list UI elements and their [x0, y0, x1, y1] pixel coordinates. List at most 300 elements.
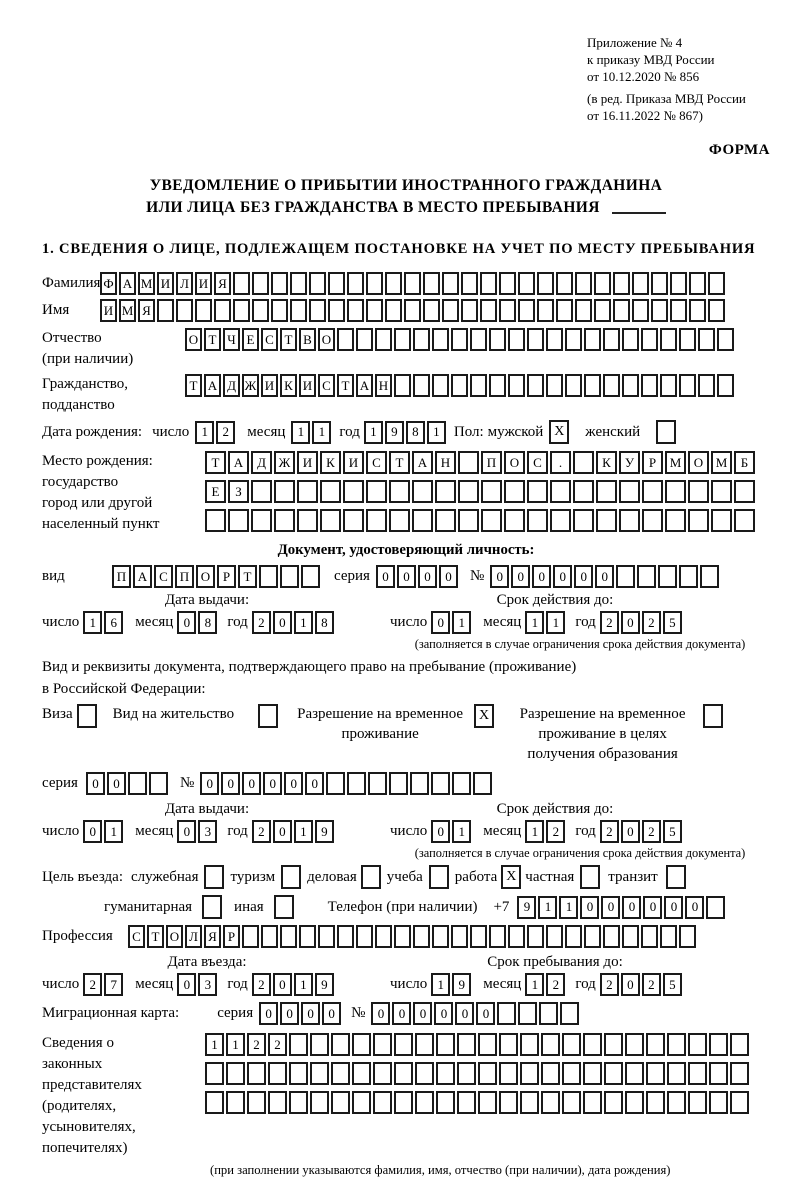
char-cell[interactable] [436, 1062, 455, 1085]
char-cell[interactable]: 0 [280, 1002, 299, 1025]
char-cell[interactable]: 0 [83, 820, 102, 843]
char-cell[interactable]: М [119, 299, 136, 322]
char-cell[interactable] [708, 272, 725, 295]
char-cell[interactable] [637, 565, 656, 588]
char-cell[interactable]: 0 [273, 611, 292, 634]
char-cell[interactable] [518, 299, 535, 322]
doc-type-cells[interactable] [112, 565, 322, 588]
char-cell[interactable]: 3 [198, 973, 217, 996]
char-cell[interactable]: О [688, 451, 709, 474]
char-cell[interactable] [233, 299, 250, 322]
char-cell[interactable] [457, 1062, 476, 1085]
char-cell[interactable]: П [175, 565, 194, 588]
char-cell[interactable] [670, 299, 687, 322]
char-cell[interactable] [373, 1033, 392, 1056]
char-cell[interactable] [575, 272, 592, 295]
char-cell[interactable]: Н [435, 451, 456, 474]
char-cell[interactable] [698, 328, 715, 351]
char-cell[interactable] [478, 1033, 497, 1056]
char-cell[interactable]: 8 [315, 611, 334, 634]
char-cell[interactable]: 5 [663, 973, 682, 996]
entry-month[interactable] [177, 973, 219, 996]
purpose-official-checkbox[interactable] [204, 865, 224, 889]
char-cell[interactable] [252, 299, 269, 322]
char-cell[interactable]: М [138, 272, 155, 295]
char-cell[interactable]: 0 [413, 1002, 432, 1025]
char-cell[interactable] [660, 374, 677, 397]
birth-month-cells[interactable] [291, 421, 333, 444]
char-cell[interactable]: И [157, 272, 174, 295]
char-cell[interactable] [546, 374, 563, 397]
char-cell[interactable]: Л [185, 925, 202, 948]
residence-number-cells[interactable] [200, 772, 494, 795]
char-cell[interactable] [435, 480, 456, 503]
char-cell[interactable] [539, 1002, 558, 1025]
char-cell[interactable] [457, 1091, 476, 1114]
char-cell[interactable] [480, 299, 497, 322]
char-cell[interactable] [625, 1033, 644, 1056]
char-cell[interactable] [297, 480, 318, 503]
char-cell[interactable] [619, 509, 640, 532]
residence-issue-month[interactable] [177, 820, 219, 843]
char-cell[interactable]: 1 [205, 1033, 224, 1056]
char-cell[interactable] [389, 772, 408, 795]
char-cell[interactable]: 0 [301, 1002, 320, 1025]
char-cell[interactable] [584, 925, 601, 948]
purpose-private-checkbox[interactable] [580, 865, 600, 889]
char-cell[interactable]: А [119, 272, 136, 295]
char-cell[interactable]: Р [642, 451, 663, 474]
surname-cells[interactable] [100, 272, 727, 295]
char-cell[interactable]: 9 [315, 973, 334, 996]
char-cell[interactable] [660, 925, 677, 948]
char-cell[interactable]: Т [185, 374, 202, 397]
char-cell[interactable] [520, 1062, 539, 1085]
char-cell[interactable] [667, 1062, 686, 1085]
residence-issue-day[interactable] [83, 820, 125, 843]
char-cell[interactable]: 1 [294, 973, 313, 996]
char-cell[interactable] [195, 299, 212, 322]
purpose-work-checkbox[interactable]: X [501, 865, 521, 889]
char-cell[interactable]: 5 [663, 820, 682, 843]
doc-valid-day[interactable] [431, 611, 473, 634]
char-cell[interactable]: 2 [546, 820, 565, 843]
char-cell[interactable]: О [166, 925, 183, 948]
char-cell[interactable] [268, 1062, 287, 1085]
char-cell[interactable] [651, 299, 668, 322]
char-cell[interactable] [603, 328, 620, 351]
char-cell[interactable]: О [504, 451, 525, 474]
entry-day[interactable] [83, 973, 125, 996]
char-cell[interactable] [415, 1033, 434, 1056]
char-cell[interactable] [499, 272, 516, 295]
birthplace-row2-cells[interactable] [205, 480, 757, 503]
char-cell[interactable] [128, 772, 147, 795]
char-cell[interactable] [451, 328, 468, 351]
char-cell[interactable]: 0 [595, 565, 614, 588]
residence-permit-checkbox[interactable] [258, 704, 278, 728]
gender-female-checkbox[interactable] [656, 420, 676, 444]
char-cell[interactable]: К [280, 374, 297, 397]
char-cell[interactable] [604, 1062, 623, 1085]
char-cell[interactable]: Я [204, 925, 221, 948]
char-cell[interactable] [584, 374, 601, 397]
doc-valid-month[interactable] [525, 611, 567, 634]
char-cell[interactable] [489, 374, 506, 397]
char-cell[interactable] [481, 509, 502, 532]
char-cell[interactable] [583, 1033, 602, 1056]
char-cell[interactable] [550, 480, 571, 503]
char-cell[interactable] [632, 272, 649, 295]
char-cell[interactable]: 0 [532, 565, 551, 588]
char-cell[interactable]: А [133, 565, 152, 588]
char-cell[interactable] [665, 480, 686, 503]
char-cell[interactable] [366, 480, 387, 503]
char-cell[interactable] [389, 509, 410, 532]
char-cell[interactable] [415, 1062, 434, 1085]
char-cell[interactable]: 0 [455, 1002, 474, 1025]
char-cell[interactable] [394, 328, 411, 351]
char-cell[interactable] [320, 509, 341, 532]
char-cell[interactable]: М [665, 451, 686, 474]
char-cell[interactable]: С [366, 451, 387, 474]
residence-valid-day[interactable] [431, 820, 473, 843]
char-cell[interactable] [546, 925, 563, 948]
char-cell[interactable] [410, 772, 429, 795]
char-cell[interactable] [565, 374, 582, 397]
char-cell[interactable]: 1 [452, 611, 471, 634]
char-cell[interactable]: 0 [322, 1002, 341, 1025]
char-cell[interactable] [688, 1091, 707, 1114]
char-cell[interactable] [573, 451, 594, 474]
char-cell[interactable] [458, 451, 479, 474]
char-cell[interactable]: С [154, 565, 173, 588]
char-cell[interactable] [331, 1062, 350, 1085]
char-cell[interactable] [290, 299, 307, 322]
char-cell[interactable] [613, 272, 630, 295]
char-cell[interactable] [499, 1062, 518, 1085]
char-cell[interactable] [301, 565, 320, 588]
purpose-tourism-checkbox[interactable] [281, 865, 301, 889]
char-cell[interactable] [271, 299, 288, 322]
char-cell[interactable] [337, 328, 354, 351]
char-cell[interactable] [641, 328, 658, 351]
char-cell[interactable] [497, 1002, 516, 1025]
char-cell[interactable] [562, 1091, 581, 1114]
char-cell[interactable]: 8 [406, 421, 425, 444]
char-cell[interactable] [619, 480, 640, 503]
char-cell[interactable] [573, 480, 594, 503]
char-cell[interactable] [394, 1091, 413, 1114]
char-cell[interactable] [679, 565, 698, 588]
char-cell[interactable] [537, 299, 554, 322]
char-cell[interactable]: Е [242, 328, 259, 351]
char-cell[interactable] [347, 272, 364, 295]
char-cell[interactable] [665, 509, 686, 532]
char-cell[interactable]: П [481, 451, 502, 474]
char-cell[interactable] [280, 925, 297, 948]
char-cell[interactable] [583, 1062, 602, 1085]
char-cell[interactable] [537, 272, 554, 295]
stay-month[interactable] [525, 973, 567, 996]
char-cell[interactable] [247, 1062, 266, 1085]
char-cell[interactable]: 0 [580, 896, 599, 919]
char-cell[interactable] [343, 480, 364, 503]
char-cell[interactable] [481, 480, 502, 503]
char-cell[interactable] [268, 1091, 287, 1114]
char-cell[interactable]: 6 [104, 611, 123, 634]
char-cell[interactable] [596, 480, 617, 503]
char-cell[interactable] [280, 565, 299, 588]
char-cell[interactable]: 1 [195, 421, 214, 444]
char-cell[interactable] [667, 1091, 686, 1114]
purpose-business-checkbox[interactable] [361, 865, 381, 889]
char-cell[interactable] [711, 480, 732, 503]
purpose-transit-checkbox[interactable] [666, 865, 686, 889]
char-cell[interactable]: 2 [546, 973, 565, 996]
char-cell[interactable]: 1 [431, 973, 450, 996]
char-cell[interactable]: А [356, 374, 373, 397]
char-cell[interactable] [541, 1062, 560, 1085]
char-cell[interactable]: 1 [525, 611, 544, 634]
char-cell[interactable] [700, 565, 719, 588]
char-cell[interactable]: 0 [434, 1002, 453, 1025]
char-cell[interactable] [583, 1091, 602, 1114]
char-cell[interactable] [331, 1091, 350, 1114]
char-cell[interactable] [679, 328, 696, 351]
char-cell[interactable] [508, 925, 525, 948]
char-cell[interactable] [508, 374, 525, 397]
char-cell[interactable] [642, 509, 663, 532]
char-cell[interactable]: 0 [221, 772, 240, 795]
char-cell[interactable]: 2 [642, 973, 661, 996]
char-cell[interactable]: 0 [621, 611, 640, 634]
char-cell[interactable]: 1 [364, 421, 383, 444]
char-cell[interactable]: 0 [431, 820, 450, 843]
char-cell[interactable]: А [228, 451, 249, 474]
char-cell[interactable] [366, 272, 383, 295]
doc-issue-day[interactable] [83, 611, 125, 634]
residence-issue-year[interactable] [252, 820, 336, 843]
char-cell[interactable] [603, 925, 620, 948]
char-cell[interactable] [604, 1033, 623, 1056]
char-cell[interactable]: О [196, 565, 215, 588]
profession-cells[interactable] [128, 925, 698, 948]
citizenship-cells[interactable] [185, 374, 736, 397]
char-cell[interactable]: 0 [177, 611, 196, 634]
char-cell[interactable]: 0 [107, 772, 126, 795]
char-cell[interactable]: 0 [511, 565, 530, 588]
char-cell[interactable] [603, 374, 620, 397]
char-cell[interactable] [432, 925, 449, 948]
char-cell[interactable]: Т [205, 451, 226, 474]
char-cell[interactable]: 0 [431, 611, 450, 634]
char-cell[interactable] [667, 1033, 686, 1056]
char-cell[interactable] [373, 1091, 392, 1114]
char-cell[interactable] [205, 1062, 224, 1085]
representatives-row2-cells[interactable] [205, 1062, 751, 1085]
char-cell[interactable]: С [527, 451, 548, 474]
char-cell[interactable]: 0 [200, 772, 219, 795]
doc-issue-month[interactable] [177, 611, 219, 634]
char-cell[interactable] [646, 1091, 665, 1114]
char-cell[interactable] [404, 272, 421, 295]
char-cell[interactable] [594, 272, 611, 295]
char-cell[interactable]: 9 [452, 973, 471, 996]
char-cell[interactable] [356, 328, 373, 351]
residence-valid-month[interactable] [525, 820, 567, 843]
representatives-row1-cells[interactable] [205, 1033, 751, 1056]
char-cell[interactable] [205, 509, 226, 532]
birth-year-cells[interactable] [364, 421, 448, 444]
char-cell[interactable] [271, 272, 288, 295]
char-cell[interactable] [331, 1033, 350, 1056]
char-cell[interactable]: 0 [177, 820, 196, 843]
char-cell[interactable]: 0 [273, 973, 292, 996]
char-cell[interactable] [679, 925, 696, 948]
migration-number-cells[interactable] [371, 1002, 581, 1025]
char-cell[interactable]: Т [147, 925, 164, 948]
char-cell[interactable]: И [299, 374, 316, 397]
char-cell[interactable] [642, 480, 663, 503]
char-cell[interactable] [343, 509, 364, 532]
char-cell[interactable]: 2 [216, 421, 235, 444]
char-cell[interactable]: Н [375, 374, 392, 397]
char-cell[interactable] [604, 1091, 623, 1114]
char-cell[interactable] [290, 272, 307, 295]
char-cell[interactable]: Е [205, 480, 226, 503]
stay-year[interactable] [600, 973, 684, 996]
char-cell[interactable]: И [100, 299, 117, 322]
char-cell[interactable]: Т [204, 328, 221, 351]
char-cell[interactable]: 2 [600, 611, 619, 634]
char-cell[interactable] [565, 328, 582, 351]
char-cell[interactable] [520, 1033, 539, 1056]
char-cell[interactable] [499, 1033, 518, 1056]
char-cell[interactable]: 0 [622, 896, 641, 919]
char-cell[interactable] [730, 1033, 749, 1056]
char-cell[interactable] [297, 509, 318, 532]
char-cell[interactable] [641, 374, 658, 397]
char-cell[interactable] [470, 328, 487, 351]
char-cell[interactable]: 1 [559, 896, 578, 919]
char-cell[interactable]: И [195, 272, 212, 295]
entry-year[interactable] [252, 973, 336, 996]
char-cell[interactable] [646, 1033, 665, 1056]
char-cell[interactable] [176, 299, 193, 322]
char-cell[interactable] [309, 272, 326, 295]
char-cell[interactable] [616, 565, 635, 588]
residence-valid-year[interactable] [600, 820, 684, 843]
char-cell[interactable]: 1 [312, 421, 331, 444]
char-cell[interactable] [368, 772, 387, 795]
char-cell[interactable]: 0 [664, 896, 683, 919]
char-cell[interactable] [404, 299, 421, 322]
doc-issue-year[interactable] [252, 611, 336, 634]
char-cell[interactable] [394, 374, 411, 397]
char-cell[interactable]: 1 [294, 611, 313, 634]
char-cell[interactable]: О [185, 328, 202, 351]
char-cell[interactable] [660, 328, 677, 351]
char-cell[interactable] [337, 925, 354, 948]
char-cell[interactable]: 7 [104, 973, 123, 996]
char-cell[interactable] [157, 299, 174, 322]
char-cell[interactable]: 0 [273, 820, 292, 843]
char-cell[interactable]: 0 [284, 772, 303, 795]
birthplace-row3-cells[interactable] [205, 509, 757, 532]
char-cell[interactable] [423, 272, 440, 295]
char-cell[interactable] [431, 772, 450, 795]
char-cell[interactable] [541, 1091, 560, 1114]
char-cell[interactable] [242, 925, 259, 948]
char-cell[interactable] [556, 299, 573, 322]
char-cell[interactable]: К [320, 451, 341, 474]
char-cell[interactable]: 8 [198, 611, 217, 634]
char-cell[interactable] [562, 1062, 581, 1085]
char-cell[interactable]: 0 [490, 565, 509, 588]
char-cell[interactable] [596, 509, 617, 532]
char-cell[interactable] [458, 509, 479, 532]
char-cell[interactable] [373, 1062, 392, 1085]
char-cell[interactable] [451, 925, 468, 948]
char-cell[interactable] [412, 509, 433, 532]
char-cell[interactable] [366, 509, 387, 532]
char-cell[interactable] [550, 509, 571, 532]
char-cell[interactable]: 1 [525, 820, 544, 843]
char-cell[interactable] [709, 1033, 728, 1056]
char-cell[interactable] [452, 772, 471, 795]
doc-valid-year[interactable] [600, 611, 684, 634]
char-cell[interactable] [622, 925, 639, 948]
char-cell[interactable] [247, 1091, 266, 1114]
char-cell[interactable] [389, 480, 410, 503]
representatives-row3-cells[interactable] [205, 1091, 751, 1114]
char-cell[interactable]: 0 [242, 772, 261, 795]
char-cell[interactable]: М [711, 451, 732, 474]
char-cell[interactable]: 0 [574, 565, 593, 588]
char-cell[interactable] [688, 1033, 707, 1056]
char-cell[interactable] [573, 509, 594, 532]
char-cell[interactable]: 9 [315, 820, 334, 843]
char-cell[interactable]: 0 [305, 772, 324, 795]
char-cell[interactable] [289, 1062, 308, 1085]
char-cell[interactable] [658, 565, 677, 588]
char-cell[interactable] [366, 299, 383, 322]
char-cell[interactable] [442, 272, 459, 295]
char-cell[interactable] [527, 509, 548, 532]
char-cell[interactable]: 0 [392, 1002, 411, 1025]
char-cell[interactable]: И [297, 451, 318, 474]
char-cell[interactable]: С [128, 925, 145, 948]
char-cell[interactable] [415, 1091, 434, 1114]
migration-series-cells[interactable] [259, 1002, 343, 1025]
char-cell[interactable]: 2 [642, 820, 661, 843]
char-cell[interactable]: Л [176, 272, 193, 295]
char-cell[interactable] [734, 509, 755, 532]
char-cell[interactable] [394, 925, 411, 948]
char-cell[interactable]: И [343, 451, 364, 474]
birth-day-cells[interactable] [195, 421, 237, 444]
char-cell[interactable]: И [261, 374, 278, 397]
char-cell[interactable]: 0 [86, 772, 105, 795]
char-cell[interactable] [352, 1091, 371, 1114]
doc-series-cells[interactable] [376, 565, 460, 588]
char-cell[interactable] [413, 328, 430, 351]
gender-male-checkbox[interactable]: X [549, 420, 569, 444]
char-cell[interactable]: Р [217, 565, 236, 588]
char-cell[interactable] [556, 272, 573, 295]
char-cell[interactable]: 2 [600, 973, 619, 996]
